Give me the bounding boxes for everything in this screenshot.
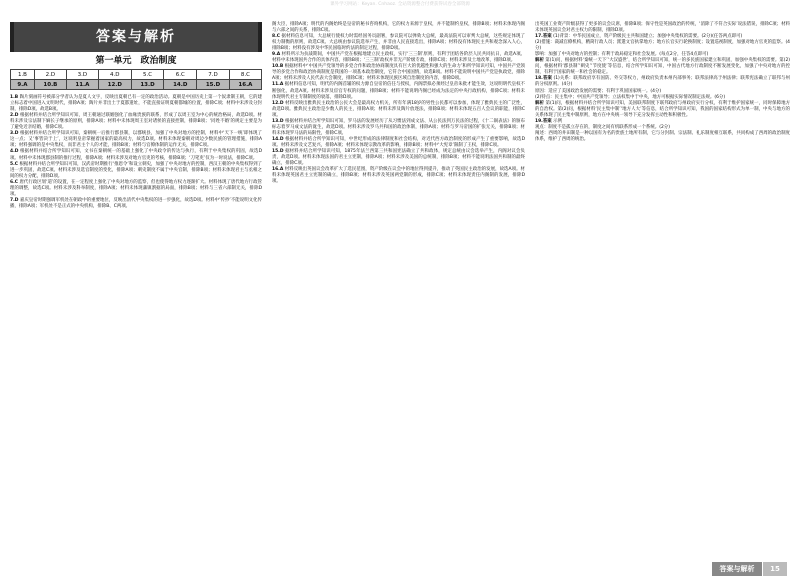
footer-label: 答案与解析 [712,562,762,576]
answer-cell: 9.A [11,80,35,90]
question-number: 14.D [272,136,284,142]
question-number: 5.C [10,161,19,167]
answer-cell: 6.C [164,70,197,80]
answer-paragraph [272,64,525,82]
watermark-text: 课外学习网站：Keyan. Cnhaoz. 全站资源整合付费获得试卷全部资源 [330,2,470,7]
answer-paragraph [535,131,790,143]
question-number: 11.A [272,82,284,88]
answer-text: 第(1)问，根据材料‘秦统一天下’‘大汉盛世’，结合所学知识可知，统一的多民族国家建立和巩固，加强中央集权的需要。第(2)问，根据材料‘郡县制’‘刺史’‘节度使’等信息，结合所学知识可知，中国古代地方行政制度不断发展变化，加强了中央对地方的控制，有利于国家的统一和社会的稳定。 [535,58,791,76]
answer-paragraph [10,95,262,113]
answer-text: 阁大臣，排除A项；明代的内阁始终是皇帝的秘书咨询机构，它的权力来源于皇权，并不能制约皇权，排除B项；材料未体现内阁与六部之间的关系，排除C项。 [272,22,525,34]
answer-paragraph [10,131,262,149]
answer-text: 出英国工业资产阶级获得了更多的议会议席，排除B项；保守性是英国政治的传统，‘消除了不符合实际’说法错误，排除C项；材料未体现英国议会对君主权力的限制，排除D项。 [535,22,790,34]
answer-cell: 8.C [229,70,261,80]
answer-paragraph [272,137,525,149]
answer-text: (2)措施：裁减官僚机构，精简行政人员；派遣文官执掌地方；地方长官实行轮换制度；设置巡视制度，加强对地方官吏的监察。(4分) [535,40,790,52]
answer-paragraph [535,76,790,88]
answer-paragraph [272,149,525,167]
answer-paragraph [272,34,525,52]
answer-paragraph [10,162,262,180]
question-number: 19.答案 [535,118,552,124]
answer-text: 根据材料并结合所学知识可知，中世纪形成的法律制度和社会结构，对近代西方政治制度的形成产生了重要影响，故选D项。材料未涉及文艺复兴，排除A项；材料未体现宗教改革的影响，排除B项；材料中‘大宪章’限制了王权，排除C项。 [272,136,525,148]
answer-text: 据材料信息可知，大总统行使权力时需经国务员副署，参议院可以弹劾大总统，最高法院可以审判大总统，这些规定体现了权力制衡的原则，故选C项。大总统由参议院选举产生，并非由人民直接选出，排除A项；材料没有体现民主共和观念深入人心，排除B项；材料没有涉及中华民国临时约法的制定过程，排除D项。 [272,34,525,52]
answer-text: 根据材料并结合所学知识可知，秦朝统一后推行郡县制，以郡统县，加强了中央对地方的控制，材料中‘天下一统’即体现了这一点；又‘事皆决于上’，这说明皇帝掌握着国家的最高权力，故选D项。材料未体现秦朝对周边少数民族的管理措施，排除A项；材料强调的是中央集权，而非君主个人的才能，排除B项；材料与官僚体制的运作无关，排除C项。 [10,131,262,149]
answer-text: 材料所示为抗战期间，中国共产党在根据地建立民主政权，实行‘三三制’原则，有利于团结各阶层人民共同抗日，故选A项。材料中未体现国共合作的具体内容，排除B项；‘三三制’政权并非无产阶级专政，排除C项；材料未涉及土地改革，排除D项。 [272,52,525,64]
answer-text: 材料反映出英国议会改革扩大了选民范围，资产阶级在议会中的地位得到提升，推动了英国民主政治的发展，故选A项。材料未体现英国君主立宪制的确立，排除B项；材料未涉及英国两党制的形成，排除C项；材料未体现责任内阁制的发展，排除D项。 [272,167,525,185]
answer-cell: 4.D [98,70,131,80]
column-1 [10,22,262,210]
answer-text: (1)关系：联邦政府享有国防、外交等权力，州政府负责本州内部事务；联邦法律高于州法律；联邦宪法确立了联邦与州的分权原则。(4分) [535,76,790,88]
question-number: 1.B [10,95,19,101]
answer-text: 陶片刻画符号被部分学者认为是夏人文字，反映出夏朝已有一定的政治活动。夏朝是中国历史上第一个奴隶制王朝，它的建立标志着中国进入文明时代，排除A项；陶片并非出土于夏都遗址，不能直接证明夏朝都城的位置，排除C项；材料中未涉及分封制，排除D项。故选B项。 [10,95,262,113]
answer-cell: 5.C [131,70,164,80]
answer-cell: 2.D [34,70,66,80]
answer-cell: 15.D [197,80,230,90]
answer-cell: 11.A [66,80,98,90]
unit-title: 第一单元 政治制度 [95,56,177,66]
answer-paragraph [535,58,790,76]
answer-cell: 3.D [66,70,98,80]
question-number: 7.D [10,197,19,203]
answer-paragraph [10,198,262,210]
answer-paragraph [272,119,525,137]
answer-cell: 13.D [131,80,164,90]
answer-paragraph [10,149,262,161]
answer-paragraph [272,82,525,100]
answer-cell: 7.D [197,70,230,80]
answer-cell: 14.D [164,80,197,90]
answer-paragraph [535,101,790,119]
answer-table [10,69,262,90]
question-number: 解析 [535,100,544,106]
answer-text: 唐代行政区划‘道’的设置，在一定程度上强化了中央对地方的监察，但也使得地方权力逐渐扩大。材料体现了唐代地方行政管理的调整，故选C项。材料未涉及科举制度，排除A项；材料未体现藩镇割据的局面，排除B项；材料与三省六部制无关，排除D项。 [10,179,262,197]
question-number: 2.D [10,113,19,119]
question-number: 18.答案 [535,76,552,82]
question-number: 4.D [10,149,19,155]
column-3 [535,22,790,143]
answer-text: 原因：适应了美国政治发展的需要；有利于巩固国家统一。(4分) [535,88,662,94]
answer-text: 材料反映出雅典民主政治的公民大会是最高权力机关，所有年满18岁的男性公民都可以参加，体现了雅典民主的广泛性，故选D项。雅典民主政治是少数人的民主，排除A项；材料未涉及陶片放逐法，排除B项；材料未体现五百人会议的职能，排除C项。 [272,100,525,118]
answer-paragraph [535,22,790,34]
answer-text: 根据材料并结合所学知识可知，汉武帝时期推行‘推恩令’和设立刺史，加强了中央对地方的控制，西汉王朝的中央集权得到了进一步巩固，故选C项。材料未涉及选官制度的变化，排除A项；刺史制度不属于中央官制，排除B项；材料未体现君主与丞相之间的权力分配，排除D项。 [10,161,262,179]
answer-text: 据材料并结合所学知识可知，1875年法兰西第三共和国宪法确立了共和政体，规定总统由议会选举产生，内阁对议会负责，故选D项。材料未体现法国的君主立宪制，排除A项；材料未涉及美国的总统制，排除B项；材料不能说明法国共和制的最终确立，排除C项。 [272,148,525,167]
answer-paragraph [272,101,525,119]
question-number: 10.B [272,64,284,70]
answer-text: 示例 [551,118,563,124]
answer-paragraph [10,180,262,198]
answer-cell: 10.B [34,80,66,90]
column-3-body [535,22,790,143]
answer-text: 根据材料并结合所学知识可知，罗马法的发展经历了从习惯法到成文法、从公民法到万民法的过程，《十二铜表法》的颁布标志着罗马成文法的诞生，故选D项。材料未涉及罗马共和国的政治体制，排除A项；材料与罗马帝国的扩张无关，排除B项；材料未体现罗马法的局限性，排除C项。 [272,118,525,136]
answer-cell: 12.D [98,80,131,90]
column-2-body [272,22,525,185]
answer-text: 据材料信息可知，明代的内阁首辅的权力源自皇帝的信任与授权，内阁票拟必须经过皇帝朱批才能生效，这说明明代皇权不断强化，故选A项。材料未涉及宦官专权的问题，排除B项；材料不能说明内阁已经成为法定的中央行政机构，排除C项；材料未体现明代君主专制制度的衰落，排除D项。 [272,82,525,100]
answer-text: 观点：制度不是孤立存在的，制度之间有机联系形成一个系统。(2分) [535,124,670,130]
answer-cell: 16.A [229,80,261,90]
answer-paragraph [535,40,790,52]
question-number: 15.D [272,148,284,154]
question-number: 3.D [10,131,19,137]
answer-paragraph [272,22,525,34]
answer-text: 根据材料中‘中国共产党领导的多党合作和政治协商制度具有巨大的优越性和强大的生命力’和所学知识可知，中国共产党领导的多党合作和政治协商制度是我国的一项基本政治制度，它符合中国国情，故选B项。材料不能说明中国共产党是执政党，排除A项；材料未涉及人民代表大会制度，排除C项；材料未体现民族区域自治制度的内容，排除D项。 [272,64,525,82]
answer-text: 根据材料并结合所学知识可知，周王朝通过联姻强化了血缘贵族的联系，形成了以周王室为中心的统治格局，故选D项。材料未涉及宗法制下嫡长子继承的原则，排除A项；材料中未体现周王室对诸侯的直接控制，排除B项；‘同姓不婚’的规定主要是为了避免近亲结婚，排除C项。 [10,113,262,131]
answer-text: 根据材料并结合所学知识可知，文书在秦朝统一的基础上强化了中央政令的传达与执行，有利于中央集权的巩固，故选D项。材料中未体现郡县制的推行过程，排除A项；材料未涉及对地方官吏的考核，排除B项；‘刀笔吏’仅为一时说法，排除C项。 [10,149,262,161]
column-1-body [10,95,262,210]
question-number: 16.A [272,167,284,173]
question-number: 13.D [272,118,284,124]
answer-text: (2)特点：民主集中；中国共产党领导；立法权集中于中央，地方可根据实际情况制定法规。(6分) [535,94,726,100]
question-number: 12.D [272,100,284,106]
section-title: 答案与解析 [10,22,262,52]
column-2 [272,22,525,185]
answer-paragraph [272,167,525,185]
answer-text: 嘉庆皇帝时期强调军机处在朝政中的重要地位，反映出清代中央集权的进一步强化，故选D项。材料中‘传抄’不能说明文化传播，排除A项；军机处不是正式的中央机构，排除B、C两项。 [10,197,262,209]
question-number: 6.C [10,179,19,185]
question-number: 解析 [535,58,544,64]
answer-text: (1)背景：中华民国成立，资产阶级民主共和国建立；加强中央集权的需要。(2分)(任答两点即可) [551,34,743,40]
question-number: 8.C [272,34,281,40]
answer-text: 第(1)问，根据材料并结合所学知识可知，美国联邦制度下联邦政府与州政府实行分权，有利于维护国家统一，同时保障地方的自治权。第(2)问，根据材料‘民主集中制’‘地方人大’等信息，结合所学知识可知，我国的国家结构形式为单一制，中央与地方的关系体现了民主集中制原则，地方在中央统一领导下充分发挥主动性和积极性。 [535,100,791,118]
answer-text: 阐述：西周的井田制是一种以国有为名的贵族土地所有制，它与分封制、宗法制、礼乐制度相互联系，共同构成了西周的政治制度体系，维护了西周的统治。 [535,130,790,142]
answer-paragraph [272,52,525,64]
question-number: 9.A [272,52,281,58]
answer-paragraph [10,113,262,131]
answer-cell: 1.B [11,70,35,80]
page-number: 15 [763,562,787,576]
answer-text: 影响：加强了中央对地方的控制；有利于政局稳定和社会发展。(每点2分，任答4点即可) [535,52,709,58]
question-number: 17.答案 [535,34,552,40]
